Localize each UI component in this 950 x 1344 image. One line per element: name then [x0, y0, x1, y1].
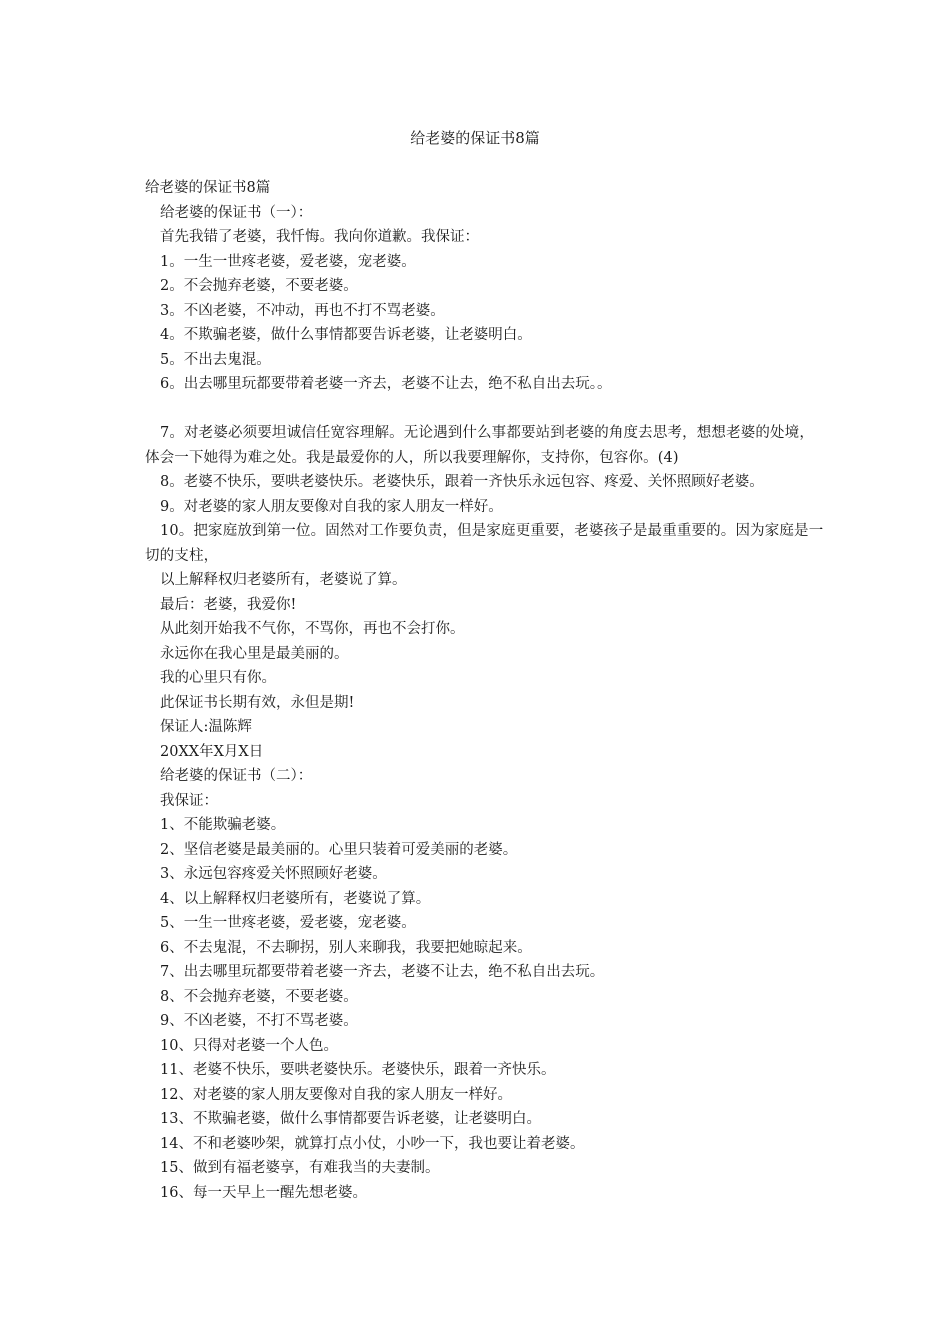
- closing-line: 我的心里只有你。: [160, 670, 276, 686]
- list-item: 14、不和老婆吵架，就算打点小仗，小吵一下，我也要让着老婆。: [160, 1135, 585, 1152]
- list-item: 8。老婆不快乐，要哄老婆快乐。老婆快乐，跟着一齐快乐永远包容、疼爱、关怀照顾好老婆。: [160, 474, 764, 490]
- list-item: 12、对老婆的家人朋友要像对自我的家人朋友一样好。: [160, 1086, 512, 1103]
- list-item: 2、坚信老婆是最美丽的。心里只装着可爱美丽的老婆。: [160, 841, 518, 858]
- list-item: 16、每一天早上一醒先想老婆。: [160, 1184, 367, 1201]
- section-2-intro: 我保证：: [160, 792, 218, 809]
- section-1-title: 给老婆的保证书（一）：: [160, 204, 313, 221]
- list-item: 3、永远包容疼爱关怀照顾好老婆。: [160, 866, 387, 882]
- list-item: 2。不会抛弃老婆，不要老婆。: [160, 278, 358, 294]
- list-item: 4、以上解释权归老婆所有，老婆说了算。: [160, 890, 431, 907]
- closing-line: 永远你在我心里是最美丽的。: [160, 645, 349, 662]
- closing-line: 此保证书长期有效，永但是期!: [160, 694, 355, 711]
- list-item: 8、不会抛弃老婆，不要老婆。: [160, 988, 358, 1005]
- section-2-title: 给老婆的保证书（二）：: [160, 768, 313, 784]
- spacer: [145, 397, 825, 422]
- section-1-intro: 首先我错了老婆，我忏悔。我向你道歉。我保证：: [160, 229, 479, 245]
- list-item: 1。一生一世疼老婆，爱老婆，宠老婆。: [160, 253, 416, 270]
- signature-line: 保证人:温陈辉: [160, 719, 252, 735]
- list-item: 13、不欺骗老婆，做什么事情都要告诉老婆，让老婆明白。: [160, 1111, 541, 1127]
- closing-line: 以上解释权归老婆所有，老婆说了算。: [160, 572, 407, 588]
- document-heading: 给老婆的保证书8篇: [145, 180, 271, 196]
- list-item: 4。不欺骗老婆，做什么事情都要告诉老婆，让老婆明白。: [160, 327, 532, 343]
- page-title: 给老婆的保证书8篇: [410, 129, 540, 147]
- list-item: 9。对老婆的家人朋友要像对自我的家人朋友一样好。: [160, 498, 503, 515]
- list-item: 10。把家庭放到第一位。固然对工作要负责，但是家庭更重要，老婆孩子是最重重要的。因为家庭是一切的支柱，: [145, 523, 824, 564]
- document-body: [145, 176, 825, 1205]
- list-item: 3。不凶老婆，不冲动，再也不打不骂老婆。: [160, 302, 445, 319]
- list-item: 1、不能欺骗老婆。: [160, 817, 286, 833]
- closing-line: 最后：老婆，我爱你!: [160, 596, 297, 613]
- list-item: 11、老婆不快乐，要哄老婆快乐。老婆快乐，跟着一齐快乐。: [160, 1062, 556, 1078]
- list-item: 10、只得对老婆一个人色。: [160, 1037, 338, 1054]
- list-item: 15、做到有福老婆享，有难我当的夫妻制。: [160, 1160, 440, 1176]
- list-item: 6、不去鬼混，不去聊拐，别人来聊我，我要把她晾起来。: [160, 939, 532, 956]
- list-item: 5、一生一世疼老婆，爱老婆，宠老婆。: [160, 915, 416, 931]
- list-item: 6。出去哪里玩都要带着老婆一齐去，老婆不让去，绝不私自出去玩。。: [160, 376, 612, 392]
- list-item: 9、不凶老婆，不打不骂老婆。: [160, 1013, 358, 1029]
- list-item: 7。对老婆必须要坦诚信任宽容理解。无论遇到什么事都要站到老婆的角度去思考，想想老婆的处境，体会一下她得为难之处。我是最爱你的人，所以我要理解你，支持你，包容你。(4): [145, 425, 814, 466]
- list-item: 7、出去哪里玩都要带着老婆一齐去，老婆不让去，绝不私自出去玩。: [160, 964, 605, 980]
- date-line: 20XX年X月X日: [160, 743, 264, 760]
- closing-line: 从此刻开始我不气你，不骂你，再也不会打你。: [160, 621, 465, 637]
- list-item: 5。不出去鬼混。: [160, 351, 271, 368]
